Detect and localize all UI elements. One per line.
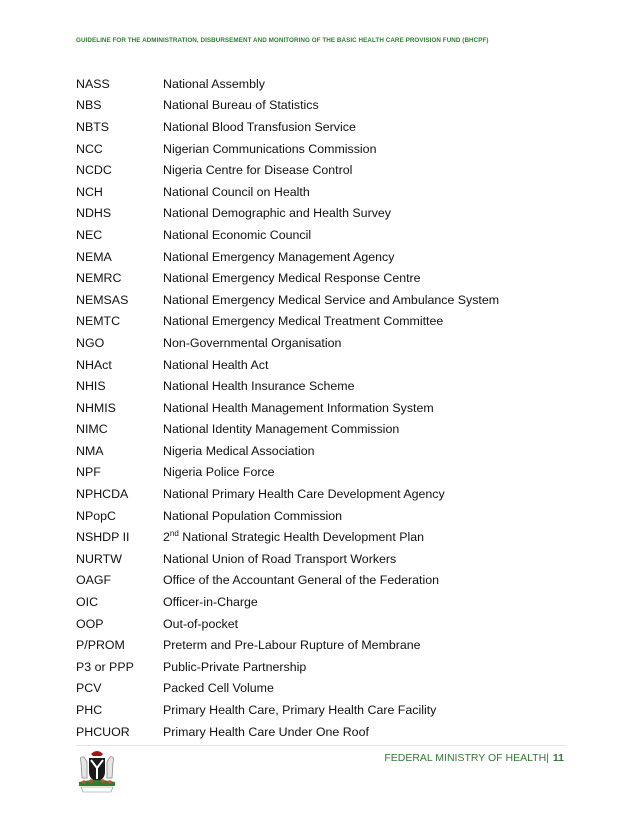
- abbreviation: NCH: [76, 184, 103, 199]
- list-item: [76, 224, 576, 246]
- definition: [163, 530, 576, 544]
- abbreviation: PCV: [76, 681, 102, 696]
- list-item: [76, 354, 576, 376]
- list-item: [76, 116, 576, 138]
- abbreviation: P3 or PPP: [76, 659, 134, 674]
- abbreviation: NBS: [76, 98, 102, 113]
- list-item: [76, 332, 576, 354]
- definition: Nigeria Centre for Disease Control: [163, 163, 353, 178]
- list-item: [76, 138, 576, 160]
- definition: Nigerian Communications Commission: [163, 141, 377, 156]
- abbreviation: NMA: [76, 443, 104, 458]
- definition: Primary Health Care, Primary Health Care Facility: [163, 703, 437, 718]
- definition: National Emergency Management Agency: [163, 249, 395, 264]
- abbreviation: NIMC: [76, 422, 108, 437]
- abbreviation: P/PROM: [76, 638, 125, 653]
- list-item: [76, 203, 576, 225]
- abbreviation: NBTS: [76, 119, 110, 134]
- abbreviation: NPHCDA: [76, 487, 129, 502]
- list-item: [76, 634, 576, 656]
- list-item: [76, 311, 576, 333]
- definition: Officer-in-Charge: [163, 595, 258, 610]
- definition-rest: National Strategic Health Development Plan: [178, 530, 425, 545]
- definition: National Population Commission: [163, 508, 343, 523]
- list-item: [76, 721, 576, 743]
- abbreviation: NGO: [76, 335, 105, 350]
- abbreviation: NHIS: [76, 379, 106, 394]
- abbreviation: NPopC: [76, 508, 116, 523]
- ordinal-suffix: nd: [169, 529, 179, 539]
- list-item: [76, 246, 576, 268]
- coat-of-arms-icon: [75, 748, 119, 794]
- definition: National Union of Road Transport Workers: [163, 551, 397, 566]
- list-item: [76, 526, 576, 548]
- page-footer: [384, 752, 564, 764]
- abbreviation: NURTW: [76, 551, 122, 566]
- list-item: [76, 462, 576, 484]
- list-item: [76, 159, 576, 181]
- footer-divider: [76, 745, 566, 746]
- definition: Non-Governmental Organisation: [163, 335, 342, 350]
- definition: National Bureau of Statistics: [163, 98, 319, 113]
- abbreviation: NASS: [76, 76, 110, 91]
- abbreviation: NEMRC: [76, 271, 122, 286]
- list-item: [76, 591, 576, 613]
- list-item: [76, 289, 576, 311]
- list-item: [76, 678, 576, 700]
- definition: Preterm and Pre-Labour Rupture of Membrane: [163, 638, 421, 653]
- abbreviation: OIC: [76, 595, 99, 610]
- list-item: [76, 548, 576, 570]
- abbreviation: OAGF: [76, 573, 112, 588]
- definition: National Blood Transfusion Service: [163, 119, 356, 134]
- abbreviation: NEMSAS: [76, 292, 129, 307]
- abbreviation: NHAct: [76, 357, 112, 372]
- definition: Nigeria Medical Association: [163, 443, 315, 458]
- list-item: [76, 613, 576, 635]
- definition: Primary Health Care Under One Roof: [163, 724, 369, 739]
- definition: Out-of-pocket: [163, 616, 239, 631]
- definition: National Primary Health Care Development Agency: [163, 487, 445, 502]
- abbreviation: OOP: [76, 616, 104, 631]
- abbreviation: NSHDP II: [76, 530, 130, 545]
- definition: Nigeria Police Force: [163, 465, 275, 480]
- list-item: [76, 656, 576, 678]
- page-header: GUIDELINE FOR THE ADMINISTRATION, DISBURSEMENT AND MONITORING OF THE BASIC HEALTH CARE PROVISION FUND (BHCPF): [76, 37, 489, 44]
- abbreviation: PHC: [76, 703, 103, 718]
- definition: National Emergency Medical Service and Ambulance System: [163, 292, 500, 307]
- abbreviation: NEC: [76, 227, 103, 242]
- abbreviation: PHCUOR: [76, 724, 130, 739]
- abbreviation: NEMTC: [76, 314, 121, 329]
- abbreviation: NPF: [76, 465, 101, 480]
- list-item: [76, 570, 576, 592]
- definition: National Emergency Medical Treatment Committee: [163, 314, 444, 329]
- definition: National Health Insurance Scheme: [163, 379, 355, 394]
- list-item: [76, 397, 576, 419]
- definition: Packed Cell Volume: [163, 681, 274, 696]
- definition: National Council on Health: [163, 184, 310, 199]
- abbreviation-list: [76, 73, 576, 742]
- definition: National Health Act: [163, 357, 269, 372]
- abbreviation: NDHS: [76, 206, 112, 221]
- list-item: [76, 483, 576, 505]
- page-number: 11: [552, 752, 564, 764]
- abbreviation: NEMA: [76, 249, 112, 264]
- definition: National Emergency Medical Response Centre: [163, 271, 421, 286]
- list-item: [76, 181, 576, 203]
- list-item: [76, 267, 576, 289]
- abbreviation: NCDC: [76, 163, 112, 178]
- abbreviation: NCC: [76, 141, 103, 156]
- list-item: [76, 95, 576, 117]
- definition: National Economic Council: [163, 227, 312, 242]
- list-item: [76, 505, 576, 527]
- list-item: [76, 375, 576, 397]
- definition: Office of the Accountant General of the Federation: [163, 573, 439, 588]
- definition: Public-Private Partnership: [163, 659, 307, 674]
- definition: National Health Management Information System: [163, 400, 434, 415]
- ordinal-number: 2: [163, 530, 170, 545]
- list-item: [76, 699, 576, 721]
- definition: National Assembly: [163, 76, 265, 91]
- list-item: [76, 440, 576, 462]
- list-item: [76, 73, 576, 95]
- definition: National Identity Management Commission: [163, 422, 400, 437]
- definition: National Demographic and Health Survey: [163, 206, 391, 221]
- abbreviation: NHMIS: [76, 400, 116, 415]
- list-item: [76, 419, 576, 441]
- ministry-label: FEDERAL MINISTRY OF HEALTH|: [384, 752, 549, 764]
